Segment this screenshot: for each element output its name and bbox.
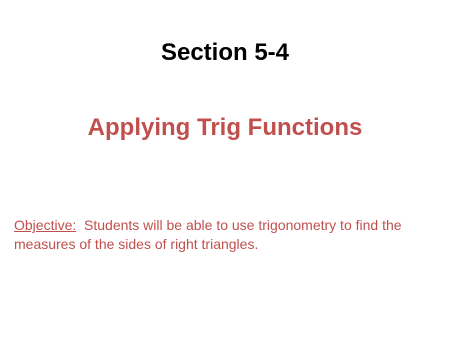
section-title: Section 5-4 [160, 39, 290, 66]
objective-paragraph [14, 216, 444, 254]
objective-label: Objective: [14, 217, 77, 233]
objective-text: Students will be able to use trigonometry to find the measures of the sides of right triangles. [14, 217, 402, 252]
main-title: Applying Trig Functions [87, 114, 363, 141]
